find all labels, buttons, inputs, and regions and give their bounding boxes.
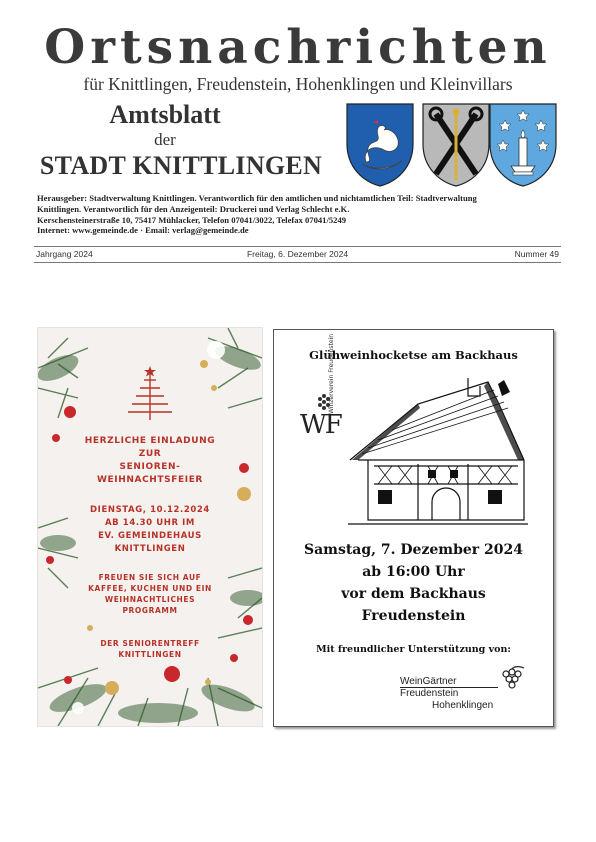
masthead-subtitle: für Knittlingen, Freudenstein, Hohenklingen und Kleinvillars (83, 74, 513, 94)
ad-left-line: PROGRAMM (122, 606, 178, 615)
publisher-info (37, 193, 562, 236)
issue-number: Nummer 49 (514, 249, 559, 259)
ad-left-line: DIENSTAG, 10.12.2024 (90, 505, 210, 515)
logo-letters: WF (300, 410, 341, 440)
ad-left-line: AB 14.30 UHR IM (104, 518, 195, 528)
logo-vertical-text: Winzerverein Freudenstein (328, 333, 335, 414)
ad-left-line: ZUR (138, 449, 162, 459)
weingaertner-logo (400, 666, 530, 718)
publisher-contact: Internet: www.gemeinde.de · Email: verlag@gemeinde.de (37, 225, 249, 236)
mulled-wine-ad (273, 329, 554, 727)
ad-right-support: Mit freundlicher Unterstützung von: (316, 644, 511, 655)
ad-left-line: HERZLICHE EINLADUNG (84, 436, 216, 446)
ad-left-line: FREUEN SIE SICH AUF (98, 573, 202, 582)
ad-right-date: Samstag, 7. Dezember 2024 (303, 542, 524, 558)
sponsor-line: Freudenstein (400, 688, 459, 699)
sponsor-line: Hohenklingen (432, 700, 494, 711)
amtsblatt-heading: Amtsblatt (109, 100, 221, 129)
swan-crest-icon (344, 100, 416, 188)
ad-left-line: KNITTLINGEN (118, 650, 182, 659)
volume-label: Jahrgang 2024 (36, 249, 93, 259)
publisher-line: Herausgeber: Stadtverwaltung Knittlingen. Verantwortlich für den amtlichen und nichtamtlichen Teil: Stadtverwaltung (37, 193, 477, 203)
backhaus-drawing-icon (348, 374, 528, 532)
ad-left-line: KAFFEE, KUCHEN UND EIN (88, 584, 212, 593)
ad-right-place: Freudenstein (361, 608, 466, 624)
ad-left-line: EV. GEMEINDEHAUS (98, 531, 202, 541)
city-name: STADT KNITTLINGEN (39, 151, 323, 180)
crossed-keys-crest-icon (420, 100, 492, 188)
ad-right-place: vor dem Backhaus (341, 586, 486, 602)
publisher-line: Knittlingen. Verantwortlich für den Anzeigenteil: Druckerei und Verlag Schlecht e.K. (37, 203, 350, 214)
ad-left-line: WEIHNACHTLICHES (104, 595, 196, 604)
ad-left-line: DER SENIORENTREFF (100, 639, 200, 648)
ad-right-title: Glühweinhocketse am Backhaus (309, 348, 518, 362)
candle-crest-icon (487, 100, 559, 188)
senior-christmas-ad (38, 328, 262, 726)
sponsor-line: WeinGärtner (400, 676, 457, 687)
ad-left-line: WEIHNACHTSFEIER (97, 475, 203, 485)
ad-left-line: KNITTLINGEN (114, 544, 186, 554)
masthead-title: Ortsnachrichten (44, 20, 552, 75)
der-label: der (154, 130, 176, 149)
grape-vine-icon (500, 666, 528, 692)
issue-date: Freitag, 6. Dezember 2024 (246, 249, 349, 259)
publisher-address: Kerschensteinerstraße 10, 75417 Mühlacker, Telefon 07041/3022, Telefax 07041/5249 (37, 214, 347, 225)
ad-left-line: SENIOREN- (119, 462, 181, 472)
ad-right-time: ab 16:00 Uhr (362, 564, 465, 580)
issue-info-bar (34, 246, 561, 263)
